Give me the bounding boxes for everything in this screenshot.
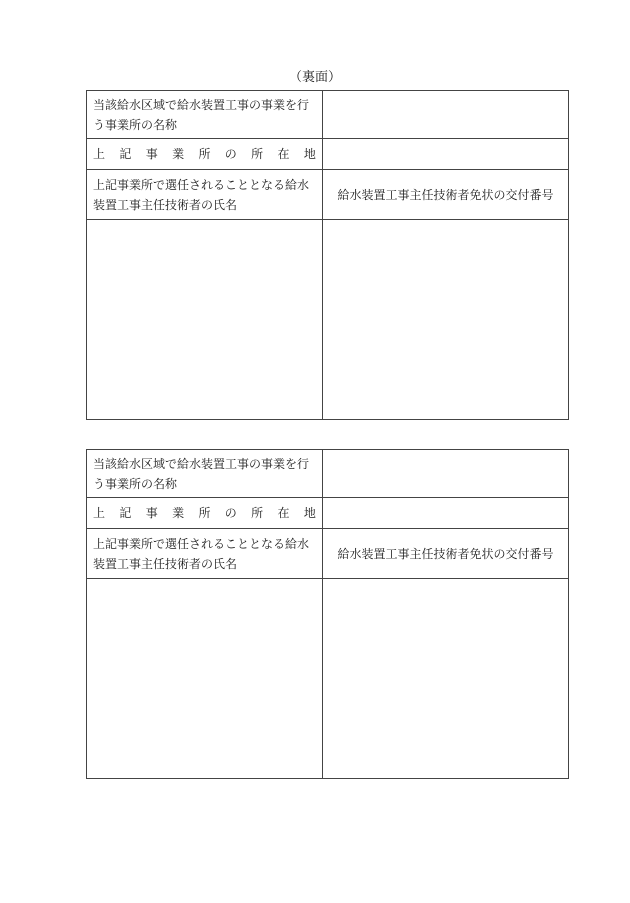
office-name-row	[87, 450, 569, 498]
office-location-label	[87, 139, 323, 170]
engineer-name-label: 上記事業所で選任されることとなる給水装置工事主任技術者の氏名	[87, 170, 323, 220]
office-location-char: の	[224, 147, 237, 161]
page-heading: （裏面）	[288, 70, 341, 85]
office-location-char: 地	[303, 147, 316, 161]
office-name-label: 当該給水区域で給水装置工事の事業を行う事業所の名称	[87, 91, 323, 139]
form-table-2	[86, 449, 569, 779]
engineer-header-row	[87, 529, 569, 579]
office-location-char: 所	[251, 506, 264, 520]
office-location-char: 事	[145, 147, 158, 161]
engineer-name-input[interactable]	[87, 579, 323, 779]
office-location-char: 在	[277, 147, 290, 161]
office-location-input[interactable]	[323, 139, 569, 170]
form-table-1	[86, 90, 569, 420]
office-location-input[interactable]	[323, 498, 569, 529]
office-location-char: 上	[93, 506, 106, 520]
engineer-name-label: 上記事業所で選任されることとなる給水装置工事主任技術者の氏名	[87, 529, 323, 579]
engineer-header-row	[87, 170, 569, 220]
engineer-entry-row	[87, 579, 569, 779]
office-name-label: 当該給水区域で給水装置工事の事業を行う事業所の名称	[87, 450, 323, 498]
office-location-char: の	[224, 506, 237, 520]
office-location-char: 業	[172, 506, 185, 520]
office-location-char: 業	[172, 147, 185, 161]
license-number-input[interactable]	[323, 579, 569, 779]
office-location-label	[87, 498, 323, 529]
office-location-row	[87, 139, 569, 170]
office-location-row	[87, 498, 569, 529]
office-location-char: 記	[119, 147, 132, 161]
office-location-char: 所	[198, 506, 211, 520]
office-location-char: 事	[145, 506, 158, 520]
office-name-row	[87, 91, 569, 139]
office-location-char: 記	[119, 506, 132, 520]
engineer-name-input[interactable]	[87, 220, 323, 420]
office-location-char: 所	[251, 147, 264, 161]
office-location-char: 在	[277, 506, 290, 520]
office-location-char: 地	[303, 506, 316, 520]
engineer-entry-row	[87, 220, 569, 420]
office-location-char: 上	[93, 147, 106, 161]
office-name-input[interactable]	[323, 450, 569, 498]
license-number-label: 給水装置工事主任技術者免状の交付番号	[323, 170, 569, 220]
license-number-label: 給水装置工事主任技術者免状の交付番号	[323, 529, 569, 579]
license-number-input[interactable]	[323, 220, 569, 420]
office-location-char: 所	[198, 147, 211, 161]
office-name-input[interactable]	[323, 91, 569, 139]
